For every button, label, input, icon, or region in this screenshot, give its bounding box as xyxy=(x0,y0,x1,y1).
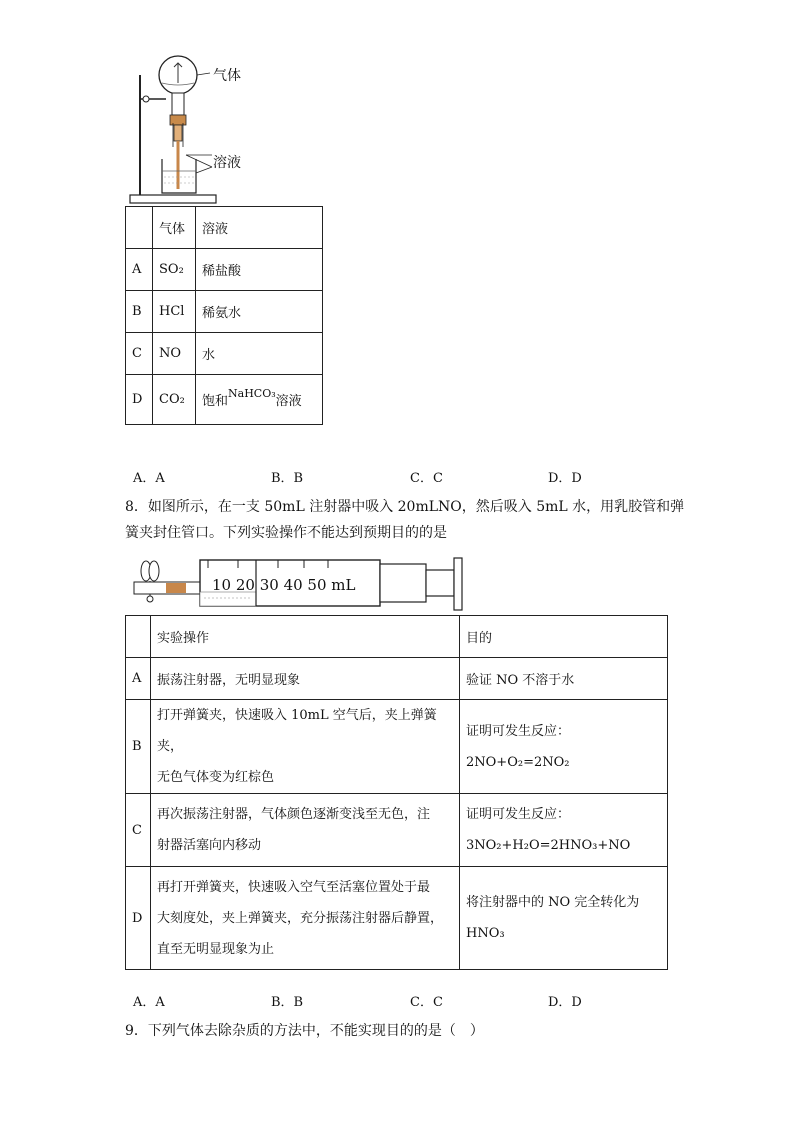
question-8-line1: 8．如图所示，在一支 50mL 注射器中吸入 20mLNO，然后吸入 5mL 水，用乳胶管和弹 xyxy=(125,499,685,515)
row-operation xyxy=(151,700,460,794)
table-header-row xyxy=(126,207,323,249)
table-header-row xyxy=(126,616,668,658)
question-8 xyxy=(125,494,685,546)
row-goal xyxy=(460,658,668,700)
row-solution: 稀氨水 xyxy=(196,291,323,333)
row-gas: HCl xyxy=(153,291,196,333)
operation-line: 射器活塞向内移动 xyxy=(157,838,262,853)
table-row xyxy=(126,375,323,425)
row-operation xyxy=(151,867,460,970)
table-row xyxy=(126,291,323,333)
goal-line: HNO₃ xyxy=(466,926,505,941)
row-key: A xyxy=(126,249,153,291)
table-row xyxy=(126,700,668,794)
table-row xyxy=(126,333,323,375)
row-goal xyxy=(460,794,668,867)
row-key: C xyxy=(126,794,151,867)
row-gas: SO₂ xyxy=(153,249,196,291)
operation-line: 直至无明显现象为止 xyxy=(157,941,275,957)
label-solution: 溶液 xyxy=(213,155,241,171)
table-header-cell xyxy=(126,207,153,249)
table-header-cell: 气体 xyxy=(153,207,196,249)
solution-formula: NaHCO₃ xyxy=(228,387,276,400)
row-operation xyxy=(151,658,460,700)
operation-line: 打开弹簧夹，快速吸入 10mL 空气后，夹上弹簧夹， xyxy=(157,708,437,754)
row-key: D xyxy=(126,867,151,970)
row-goal xyxy=(460,867,668,970)
goal-line: 3NO₂+H₂O=2HNO₃+NO xyxy=(466,838,631,853)
answer-options-q8 xyxy=(133,991,593,1011)
row-solution: 稀盐酸 xyxy=(196,249,323,291)
table-row xyxy=(126,867,668,970)
option-c: C．C xyxy=(410,995,443,1010)
operation-line: 再打开弹簧夹，快速吸入空气至活塞位置处于最 xyxy=(157,879,431,895)
row-operation xyxy=(151,794,460,867)
goal-line: 2NO+O₂=2NO₂ xyxy=(466,754,570,770)
solution-prefix: 饱和 xyxy=(202,394,229,409)
table-row xyxy=(126,658,668,700)
gas-solution-table xyxy=(125,206,323,425)
answer-options-q7 xyxy=(133,467,593,487)
table-header-cell: 溶液 xyxy=(196,207,323,249)
operation-line: 大刻度处，夹上弹簧夹，充分振荡注射器后静置， xyxy=(157,910,444,926)
option-c: C．C xyxy=(410,471,443,486)
table-header-cell: 实验操作 xyxy=(151,616,460,658)
question-8-line2: 簧夹封住管口。下列实验操作不能达到预期目的的是 xyxy=(125,525,447,541)
experiment-table xyxy=(125,615,668,970)
row-solution xyxy=(196,375,323,425)
option-d: D．D xyxy=(548,995,582,1010)
row-solution: 水 xyxy=(196,333,323,375)
solution-suffix: 溶液 xyxy=(275,394,302,409)
operation-line: 再次振荡注射器，气体颜色逐渐变浅至无色，注 xyxy=(157,807,431,822)
goal-line: 证明可发生反应： xyxy=(466,723,571,739)
row-gas: NO xyxy=(153,333,196,375)
table-row xyxy=(126,794,668,867)
option-a: A．A xyxy=(133,995,165,1010)
question-9: 9．下列气体去除杂质的方法中，不能实现目的的是（ ） xyxy=(125,1023,484,1039)
fountain-apparatus-figure xyxy=(126,55,286,207)
option-b: B．B xyxy=(271,995,304,1010)
row-goal xyxy=(460,700,668,794)
goal-line: 验证 NO 不溶于水 xyxy=(466,673,575,688)
row-gas: CO₂ xyxy=(153,375,196,425)
syringe-scale: 10 20 30 40 50 mL xyxy=(212,576,356,594)
row-key: C xyxy=(126,333,153,375)
table-row xyxy=(126,249,323,291)
table-header-cell: 目的 xyxy=(460,616,668,658)
label-gas: 气体 xyxy=(213,68,241,84)
operation-line: 振荡注射器，无明显现象 xyxy=(157,673,301,688)
row-key: B xyxy=(126,700,151,794)
option-b: B．B xyxy=(271,471,304,486)
row-key: B xyxy=(126,291,153,333)
option-a: A．A xyxy=(133,471,165,486)
table-header-cell xyxy=(126,616,151,658)
goal-line: 将注射器中的 NO 完全转化为 xyxy=(466,895,640,910)
operation-line: 无色气体变为红棕色 xyxy=(157,770,275,785)
option-d: D．D xyxy=(548,471,582,486)
goal-line: 证明可发生反应： xyxy=(466,807,571,822)
row-key: D xyxy=(126,375,153,425)
row-key: A xyxy=(126,658,151,700)
